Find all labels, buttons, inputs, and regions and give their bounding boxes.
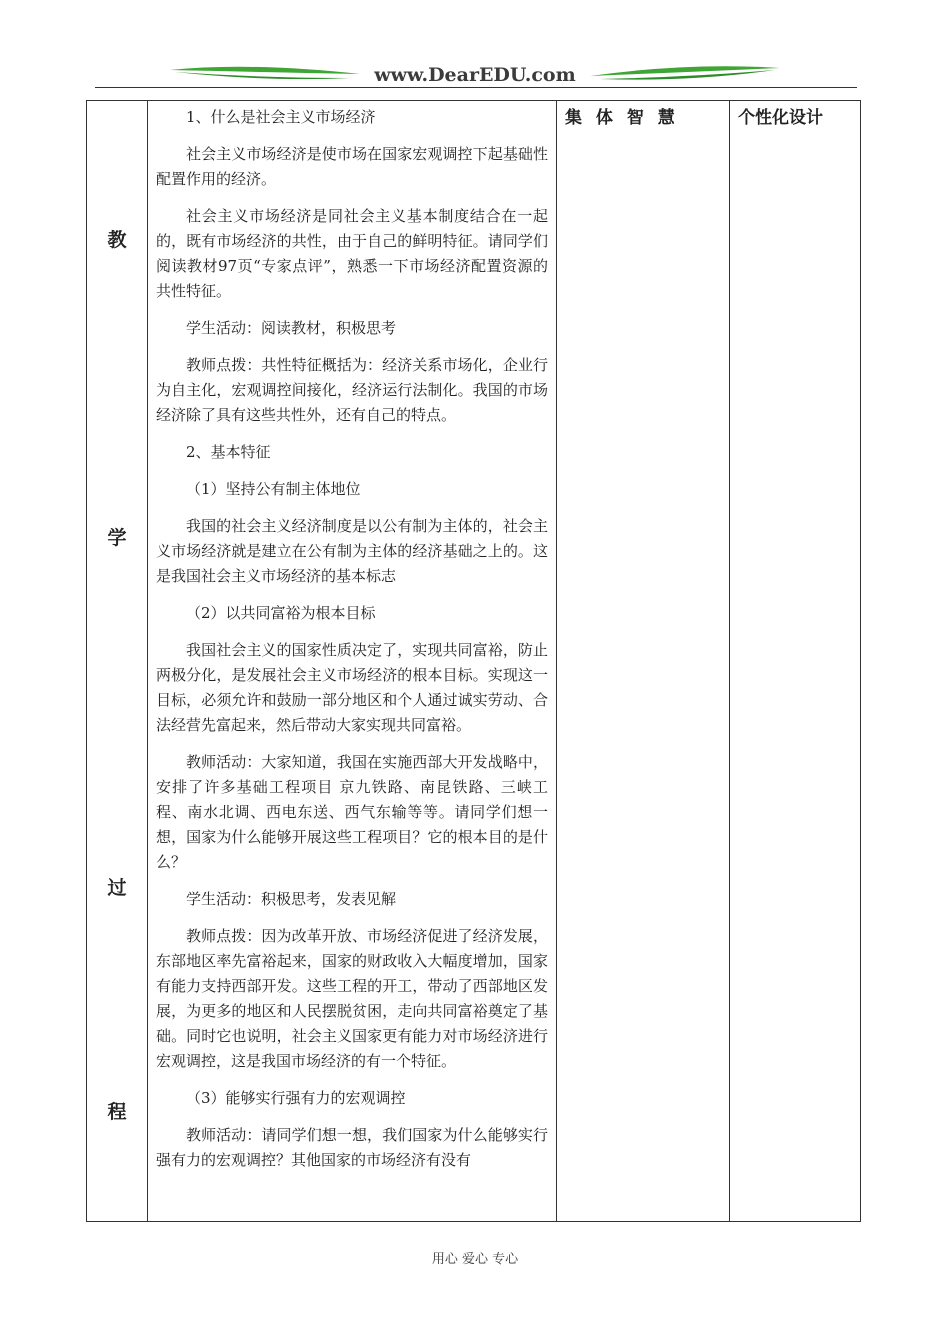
paragraph: 教师活动：请同学们想一想，我们国家为什么能够实行强有力的宏观调控？其他国家的市场经济有没有 (156, 1126, 548, 1169)
side-char: 学 (107, 527, 127, 549)
paragraph: 社会主义市场经济是使市场在国家宏观调控下起基础性配置作用的经济。 (156, 145, 548, 188)
lesson-content (148, 101, 556, 1173)
paragraph: （3）能够实行强有力的宏观调控 (186, 1089, 406, 1107)
collective-wisdom-cell (557, 101, 730, 1222)
lesson-table (86, 100, 861, 1222)
paragraph: 2、基本特征 (186, 443, 271, 461)
personal-design-header: 个性化设计 (738, 108, 823, 128)
header-logo (170, 60, 780, 90)
paragraph: 社会主义市场经济是同社会主义基本制度结合在一起的，既有市场经济的共性，由于自己的鲜明特征。请同学们阅读教材97页“专家点评”，熟悉一下市场经济配置资源的共性特征。 (156, 207, 548, 300)
side-label-cell (87, 101, 148, 1222)
side-char: 教 (107, 229, 127, 251)
paragraph: 教师点拨：共性特征概括为：经济关系市场化，企业行为自主化，宏观调控间接化，经济运行法制化。我国的市场经济除了具有这些共性外，还有自己的特点。 (156, 356, 548, 424)
side-char: 程 (107, 1101, 127, 1123)
paragraph: （2）以共同富裕为根本目标 (186, 604, 376, 622)
header-rule (95, 87, 857, 88)
paragraph: 学生活动：积极思考，发表见解 (186, 890, 397, 908)
paragraph: （1）坚持公有制主体地位 (186, 480, 361, 498)
paragraph: 1、什么是社会主义市场经济 (186, 108, 376, 126)
paragraph: 教师活动：大家知道，我国在实施西部大开发战略中，安排了许多基础工程项目 京九铁路、南昆铁路、三峡工程、南水北调、西电东送、西气东输等等。请同学们想一想，国家为什么能够开展这些工程项目？它的根本目的是什么？ (156, 753, 548, 871)
site-url: www.DearEDU.com (374, 64, 576, 86)
paragraph: 我国社会主义的国家性质决定了，实现共同富裕，防止两极分化，是发展社会主义市场经济的根本目标。实现这一目标，必须允许和鼓励一部分地区和个人通过诚实劳动、合法经营先富起来，然后带动大家实现共同富裕。 (156, 641, 548, 734)
paragraph: 教师点拨：因为改革开放、市场经济促进了经济发展，东部地区率先富裕起来，国家的财政收入大幅度增加，国家有能力支持西部开发。这些工程的开工，带动了西部地区发展，为更多的地区和人民摆脱贫困，走向共同富裕奠定了基础。同时它也说明，社会主义国家更有能力对市场经济进行宏观调控，这是我国市场经济的有一个特征。 (156, 927, 548, 1070)
content-cell (148, 101, 557, 1222)
page-footer: 用心 爱心 专心 (431, 1252, 519, 1267)
paragraph: 学生活动：阅读教材，积极思考 (186, 319, 397, 337)
paragraph: 我国的社会主义经济制度是以公有制为主体的，社会主义市场经济就是建立在公有制为主体的经济基础之上的。这是我国社会主义市场经济的基本标志 (156, 517, 548, 585)
side-char: 过 (107, 877, 127, 899)
collective-wisdom-header: 集 体 智 慧 (565, 108, 679, 128)
personal-design-cell (730, 101, 861, 1222)
